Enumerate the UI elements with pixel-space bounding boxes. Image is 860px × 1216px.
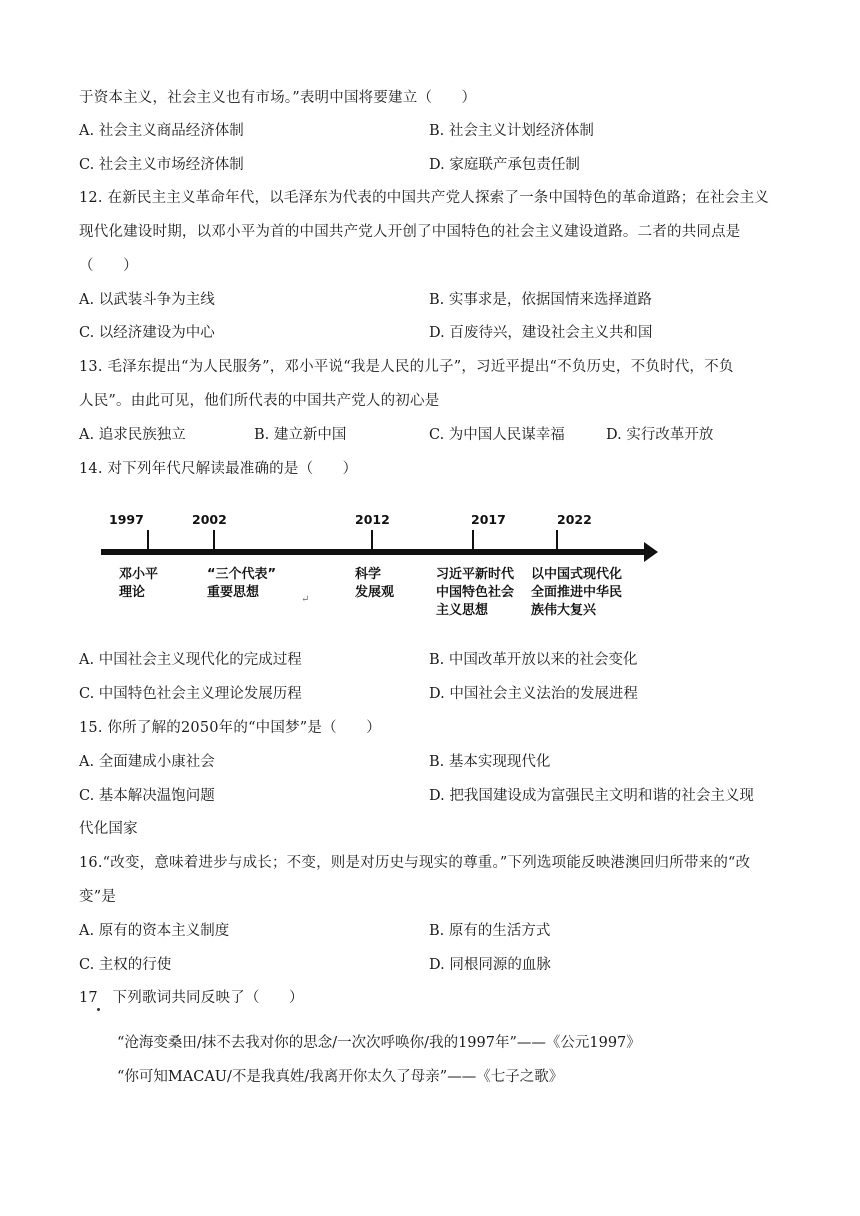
q11-stem-tail: 于资本主义，社会主义也有市场。”表明中国将要建立（ ） xyxy=(79,90,477,106)
q12-option-d: D. 百废待兴，建设社会主义共和国 xyxy=(429,325,653,341)
timeline-year-2012: 2012 xyxy=(355,512,390,527)
q12-option-c: C. 以经济建设为中心 xyxy=(79,325,215,341)
q15-option-a: A. 全面建成小康社会 xyxy=(79,754,215,770)
q13-stem-line-2: 人民”。由此可见，他们所代表的中国共产党人的初心是 xyxy=(79,393,440,409)
q13-option-a: A. 追求民族独立 xyxy=(79,427,186,443)
timeline-year-2022: 2022 xyxy=(557,512,592,527)
q14-option-a: A. 中国社会主义现代化的完成过程 xyxy=(79,652,302,668)
q17-lyric-2: “你可知MACAU/不是我真姓/我离开你太久了母亲”——《七子之歌》 xyxy=(117,1069,564,1085)
q11-option-b: B. 社会主义计划经济体制 xyxy=(429,123,594,139)
q13-option-b: B. 建立新中国 xyxy=(254,427,347,443)
q12-option-a: A. 以武装斗争为主线 xyxy=(79,292,215,308)
timeline-year-2017: 2017 xyxy=(471,512,506,527)
q17-stem: 17 下列歌词共同反映了（ ） xyxy=(79,990,304,1006)
q16-stem-line-2: 变”是 xyxy=(79,889,117,905)
timeline-label-xi-thought: 习近平新时代 中国特色社会 主义思想 xyxy=(436,567,515,618)
q16-stem-line-1: 16.“改变，意味着进步与成长；不变，则是对历史与现实的尊重。”下列选项能反映港澳回归所带来的“改 xyxy=(79,855,751,871)
timeline-tick xyxy=(472,530,474,550)
q14-option-b: B. 中国改革开放以来的社会变化 xyxy=(429,652,638,668)
timeline-tick xyxy=(556,530,558,550)
q11-option-d: D. 家庭联产承包责任制 xyxy=(429,157,580,173)
timeline-year-2002: 2002 xyxy=(192,512,227,527)
q15-option-d: D. 把我国建设成为富强民主文明和谐的社会主义现 xyxy=(429,788,754,804)
q15-option-c: C. 基本解决温饱问题 xyxy=(79,788,215,804)
q14-option-c: C. 中国特色社会主义理论发展历程 xyxy=(79,686,302,702)
q13-option-c: C. 为中国人民谋幸福 xyxy=(429,427,565,443)
q12-option-b: B. 实事求是，依据国情来选择道路 xyxy=(429,292,652,308)
q15-option-b: B. 基本实现现代化 xyxy=(429,754,551,770)
return-mark: ↵ xyxy=(301,594,310,605)
q12-stem-line-3: （ ） xyxy=(79,258,138,274)
q16-option-c: C. 主权的行使 xyxy=(79,957,172,973)
q12-stem-line-1: 12. 在新民主主义革命年代，以毛泽东为代表的中国共产党人探索了一条中国特色的革命道路；在社会主义 xyxy=(79,190,769,206)
q13-stem-line-1: 13. 毛泽东提出“为人民服务”，邓小平说“我是人民的儿子”，习近平提出“不负历史，不负时代，不负 xyxy=(79,359,734,375)
q15-option-d-tail: 代化国家 xyxy=(79,821,138,837)
timeline-label-deng: 邓小平 理论 xyxy=(119,567,159,600)
timeline-label-scientific-outlook: 科学 发展观 xyxy=(355,567,395,600)
q16-option-a: A. 原有的资本主义制度 xyxy=(79,923,230,939)
timeline-year-1997: 1997 xyxy=(109,512,144,527)
timeline-figure xyxy=(95,508,675,638)
q11-option-a: A. 社会主义商品经济体制 xyxy=(79,123,244,139)
q16-option-d: D. 同根同源的血脉 xyxy=(429,957,551,973)
q15-stem: 15. 你所了解的2050年的“中国梦”是（ ） xyxy=(79,720,381,736)
q13-option-d: D. 实行改革开放 xyxy=(606,427,714,443)
q16-option-b: B. 原有的生活方式 xyxy=(429,923,551,939)
timeline-tick xyxy=(213,530,215,550)
timeline-tick xyxy=(371,530,373,550)
q14-stem: 14. 对下列年代尺解读最准确的是（ ） xyxy=(79,461,358,477)
q11-option-c: C. 社会主义市场经济体制 xyxy=(79,157,244,173)
timeline-axis xyxy=(101,549,646,555)
timeline-label-modernization: 以中国式现代化 全面推进中华民 族伟大复兴 xyxy=(531,567,623,618)
q17-lyric-1: “沧海变桑田/抹不去我对你的思念/一次次呼唤你/我的1997年”——《公元1997》 xyxy=(117,1035,641,1051)
bullet-dot xyxy=(97,1008,100,1011)
timeline-arrow-head xyxy=(644,542,658,562)
timeline-label-three-represents: “三个代表” 重要思想 xyxy=(207,567,277,600)
q12-stem-line-2: 现代化建设时期，以邓小平为首的中国共产党人开创了中国特色的社会主义建设道路。二者的共同点是 xyxy=(79,224,741,240)
timeline-tick xyxy=(147,530,149,550)
q14-option-d: D. 中国社会主义法治的发展进程 xyxy=(429,686,638,702)
